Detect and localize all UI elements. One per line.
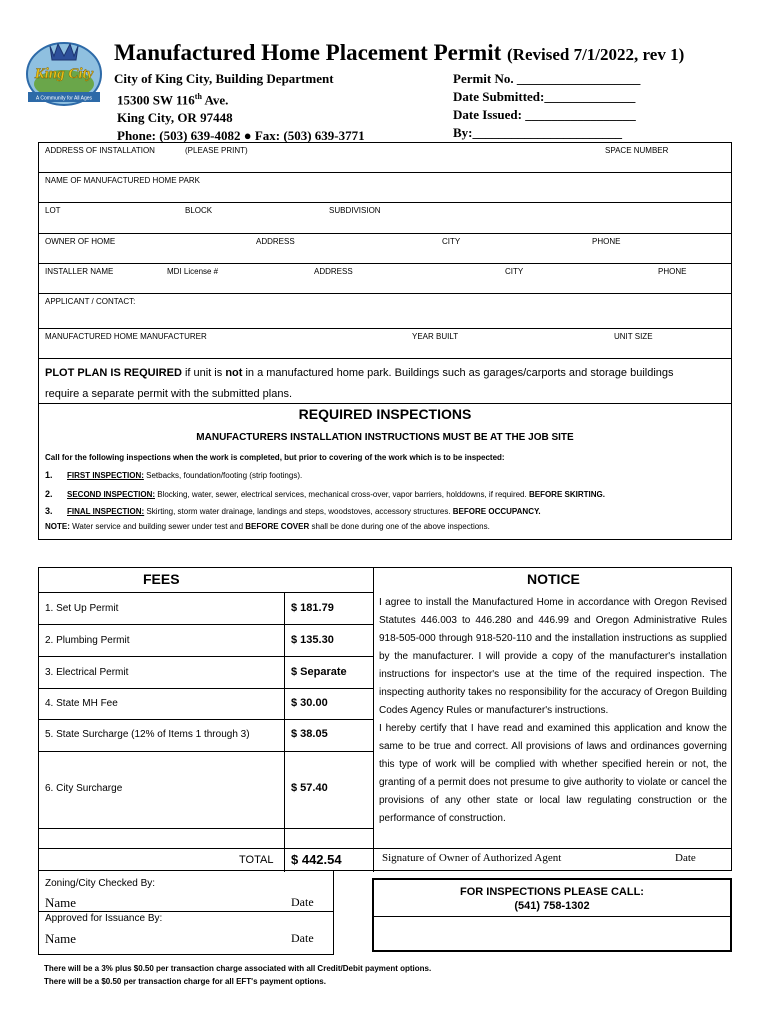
- king-city-logo: [24, 38, 104, 108]
- approval-block: [38, 871, 334, 955]
- date-field-1[interactable]: Date: [291, 895, 314, 909]
- label-installer: INSTALLER NAME: [45, 267, 114, 276]
- required-inspections-section: [38, 404, 732, 540]
- notice-paragraph-1: I agree to install the Manufactured Home in accordance with Oregon Revised Statutes 446.003 to 446.280 and 446.99 and Oregon Administrative Rules 918-505-000 through 918-520-110 and the installation instructions as supplied by the manufacturer. I will provide a copy of the manufacturer's installation instructions for inspector's use at the time of the required inspection. The inspecting authority takes no responsibility for the accuracy of Oregon Building Codes Agency Rules or manufacturer's instructions.: [379, 597, 727, 716]
- phone-fax: Phone: (503) 639-4082 ● Fax: (503) 639-3771: [117, 128, 365, 144]
- total-label: TOTAL: [239, 854, 274, 866]
- office-use-block: [453, 70, 640, 142]
- fee-amount-plumbing: $ 135.30: [291, 634, 334, 646]
- title-text: Manufactured Home Placement Permit: [114, 40, 502, 65]
- street-address: 15300 SW 116th Ave.: [117, 92, 229, 108]
- fee-amount-city-surcharge: $ 57.40: [291, 782, 328, 794]
- row-address-installation[interactable]: [38, 142, 732, 172]
- row-applicant[interactable]: [38, 293, 732, 328]
- inspections-title: REQUIRED INSPECTIONS: [298, 406, 472, 422]
- inspections-call-text: Call for the following inspections when the work is completed, but prior to covering of the work which is to be inspected:: [45, 453, 505, 462]
- label-subdivision: SUBDIVISION: [329, 206, 381, 215]
- label-applicant: APPLICANT / CONTACT:: [45, 297, 136, 306]
- label-owner-address: ADDRESS: [256, 237, 295, 246]
- inspection-item-1: 1. FIRST INSPECTION: Setbacks, foundation/footing (strip footings).: [45, 470, 303, 480]
- date-submitted-field[interactable]: Date Submitted:______________: [453, 89, 636, 104]
- name-field-1[interactable]: Name: [45, 895, 77, 910]
- signature-label: Signature of Owner of Authorized Agent: [382, 852, 562, 864]
- page-title: [114, 40, 684, 66]
- fee-name-electrical: 3. Electrical Permit: [45, 667, 129, 678]
- label-owner-phone: PHONE: [592, 237, 621, 246]
- label-installer-phone: PHONE: [658, 267, 687, 276]
- inspection-call-box: [372, 878, 732, 952]
- row-installer[interactable]: [38, 263, 732, 293]
- fee-name-setup: 1. Set Up Permit: [45, 603, 119, 614]
- fee-amount-setup: $ 181.79: [291, 602, 334, 614]
- inspection-item-2: 2. SECOND INSPECTION: Blocking, water, sewer, electrical services, mechanical cross-over, vapor barriers, holddowns, if required. BEFORE SKIRTING.: [45, 489, 605, 499]
- footnote-line-1: There will be a 3% plus $0.50 per transaction charge associated with all Credit/Debit payment options.: [44, 964, 432, 973]
- label-address-installation: ADDRESS OF INSTALLATION: [45, 146, 155, 155]
- label-mdi-license: MDI License #: [167, 267, 219, 276]
- fee-amount-electrical: $ Separate: [291, 666, 347, 678]
- total-amount: $ 442.54: [291, 852, 342, 867]
- call-box-text: FOR INSPECTIONS PLEASE CALL: (541) 758-1302: [460, 886, 644, 912]
- label-space-number: SPACE NUMBER: [605, 146, 669, 155]
- inspection-item-3: 3. FINAL INSPECTION: Skirting, storm water drainage, landings and steps, woodstoves, accessory structures. BEFORE OCCUPANCY.: [45, 506, 541, 516]
- payment-footnote: [44, 962, 431, 988]
- fee-amount-state-mh: $ 30.00: [291, 697, 328, 709]
- logo-banner: A Community for All Ages: [35, 95, 93, 102]
- fee-name-state-surcharge: 5. State Surcharge (12% of Items 1 through 3): [45, 729, 250, 740]
- inspections-subtitle: MANUFACTURERS INSTALLATION INSTRUCTIONS MUST BE AT THE JOB SITE: [196, 432, 574, 443]
- logo-text: King City: [34, 66, 94, 82]
- signature-date-label: Date: [675, 852, 696, 864]
- revision-text: (Revised 7/1/2022, rev 1): [507, 45, 685, 64]
- row-lot-block[interactable]: [38, 202, 732, 233]
- label-lot: LOT: [45, 206, 61, 215]
- row-park-name[interactable]: [38, 172, 732, 202]
- row-owner[interactable]: [38, 233, 732, 263]
- fee-name-state-mh: 4. State MH Fee: [45, 698, 118, 709]
- department-name: City of King City, Building Department: [114, 71, 334, 86]
- label-park-name: NAME OF MANUFACTURED HOME PARK: [45, 176, 200, 185]
- permit-number-field[interactable]: Permit No. ___________________: [453, 71, 641, 86]
- fees-heading: FEES: [143, 571, 180, 587]
- date-issued-field[interactable]: Date Issued: _________________: [453, 107, 636, 122]
- fee-name-city-surcharge: 6. City Surcharge: [45, 783, 123, 794]
- department-address: [114, 70, 365, 145]
- label-installer-city: CITY: [505, 267, 524, 276]
- approved-issuance-label: Approved for Issuance By:: [45, 913, 163, 924]
- footnote-line-2: There will be a $0.50 per transaction charge for all EFT's payment options.: [44, 977, 326, 986]
- label-owner: OWNER OF HOME: [45, 237, 116, 246]
- label-block: BLOCK: [185, 206, 213, 215]
- row-manufacturer[interactable]: [38, 328, 732, 358]
- plot-plan-notice: PLOT PLAN IS REQUIRED if unit is not in a manufactured home park. Buildings such as garages/carports and storage buildings require a separate permit with the submitted plans.: [38, 358, 732, 404]
- date-field-2[interactable]: Date: [291, 931, 314, 945]
- label-manufacturer: MANUFACTURED HOME MANUFACTURER: [45, 332, 207, 341]
- fee-amount-state-surcharge: $ 38.05: [291, 728, 328, 740]
- label-year-built: YEAR BUILT: [412, 332, 459, 341]
- label-owner-city: CITY: [442, 237, 461, 246]
- notice-paragraph-2: I hereby certify that I have read and examined this application and know the same to be true and correct. All provisions of laws and ordinances governing this type of work will be complied with whether specified herein or not, the granting of a permit does not presume to give authority to violate or cancel the provisions of any other state or local law regulating construction or the performance of construction.: [379, 723, 727, 824]
- label-installer-address: ADDRESS: [314, 267, 353, 276]
- by-field[interactable]: By:_______________________: [453, 125, 622, 140]
- notice-heading: NOTICE: [527, 571, 580, 587]
- fees-notice-table: [38, 567, 732, 871]
- fee-name-plumbing: 2. Plumbing Permit: [45, 635, 130, 646]
- zoning-checked-label: Zoning/City Checked By:: [45, 878, 156, 889]
- name-field-2[interactable]: Name: [45, 931, 77, 946]
- label-please-print: (PLEASE PRINT): [185, 146, 248, 155]
- label-unit-size: UNIT SIZE: [614, 332, 653, 341]
- inspection-note: NOTE: Water service and building sewer under test and BEFORE COVER shall be done during one of the above inspections.: [45, 522, 490, 531]
- city-state-zip: King City, OR 97448: [117, 110, 233, 126]
